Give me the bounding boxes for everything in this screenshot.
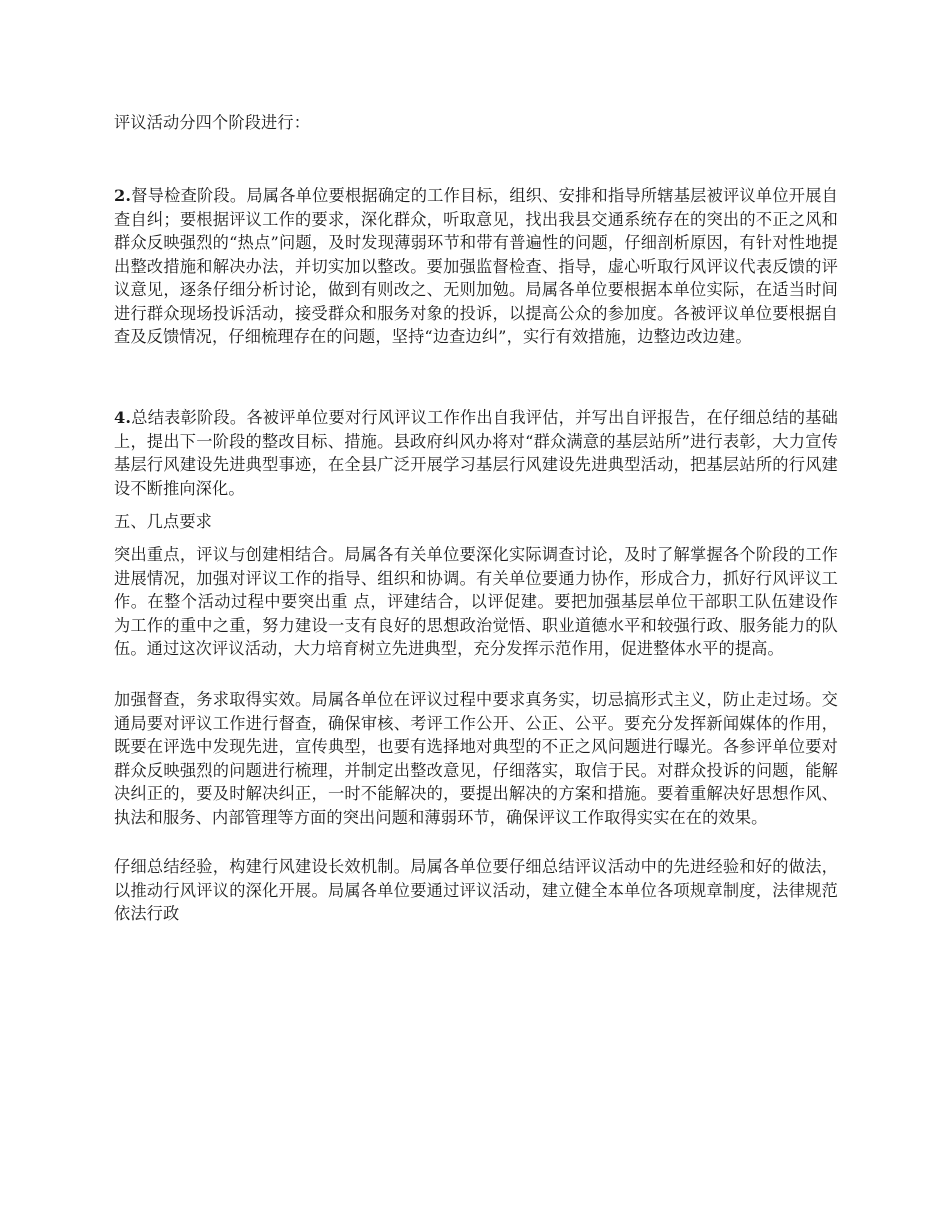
stage-2-paragraph <box>114 184 838 349</box>
stage-4-number: 4. <box>114 408 132 427</box>
section-heading: 五、几点要求 <box>114 512 213 531</box>
stage-2-text: 督导检查阶段。局属各单位要根据确定的工作目标，组织、安排和指导所辖基层被评议单位开展自查自纠；要根据评议工作的要求，深化群众，听取意见，找出我县交通系统存在的突出的不正之风和群众反映强烈的“热点”问题，及时发现薄弱环节和带有普遍性的问题，仔细剖析原因，有针对性地提出整改措施和解决办法，并切实加以整改。要加强监督检查、指导，虚心听取行风评议代表反馈的评议意见，逐条仔细分析讨论，做到有则改之、无则加勉。局属各单位要根据本单位实际，在适当时间进行群众现场投诉活动，接受群众和服务对象的投诉，以提高公众的参加度。各被评议单位要根据自查及反馈情况，仔细梳理存在的问题，坚持“边查边纠”，实行有效措施，边整边改边建。 <box>114 186 838 346</box>
stage-4-text: 总结表彰阶段。各被评单位要对行风评议工作作出自我评估，并写出自评报告，在仔细总结的基础上，提出下一阶段的整改目标、措施。县政府纠风办将对“群众满意的基层站所”进行表彰，大力宣传基层行风建设先进典型事迹，在全县广泛开展学习基层行风建设先进典型活动，把基层站所的行风建设不断推向深化。 <box>114 408 838 498</box>
requirement-paragraph-2: 加强督查，务求取得实效。局属各单位在评议过程中要求真务实，切忌搞形式主义，防止走过场。交通局要对评议工作进行督查，确保审核、考评工作公开、公正、公平。要充分发挥新闻媒体的作用，既要在评选中发现先进，宣传典型，也要有选择地对典型的不正之风问题进行曝光。各参评单位要对群众反映强烈的问题进行梳理，并制定出整改意见，仔细落实，取信于民。对群众投诉的问题，能解决纠正的，要及时解决纠正，一时不能解决的，要提出解决的方案和措施。要着重解决好思想作风、执法和服务、内部管理等方面的突出问题和薄弱环节，确保评议工作取得实实在在的效果。 <box>114 690 838 827</box>
stage-4-paragraph <box>114 406 838 500</box>
requirement-paragraph-3: 仔细总结经验，构建行风建设长效机制。局属各单位要仔细总结评议活动中的先进经验和好的做法，以推动行风评议的深化开展。局属各单位要通过评议活动，建立健全本单位各项规章制度，法律规范依法行政 <box>114 857 838 923</box>
requirement-paragraph-1: 突出重点，评议与创建相结合。局属各有关单位要深化实际调查讨论，及时了解掌握各个阶段的工作进展情况，加强对评议工作的指导、组织和协调。有关单位要通力协作，形成合力，抓好行风评议工作。在整个活动过程中要突出重 点，评建结合，以评促建。要把加强基层单位干部职工队伍建设作为工作的重中之重，努力建设一支有良好的思想政治觉悟、职业道德水平和较强行政、服务能力的队伍。通过这次评议活动，大力培育树立先进典型，充分发挥示范作用，促进整体水平的提高。 <box>114 545 838 658</box>
stage-2-number: 2. <box>114 186 132 205</box>
intro-paragraph: 评议活动分四个阶段进行： <box>114 113 311 132</box>
